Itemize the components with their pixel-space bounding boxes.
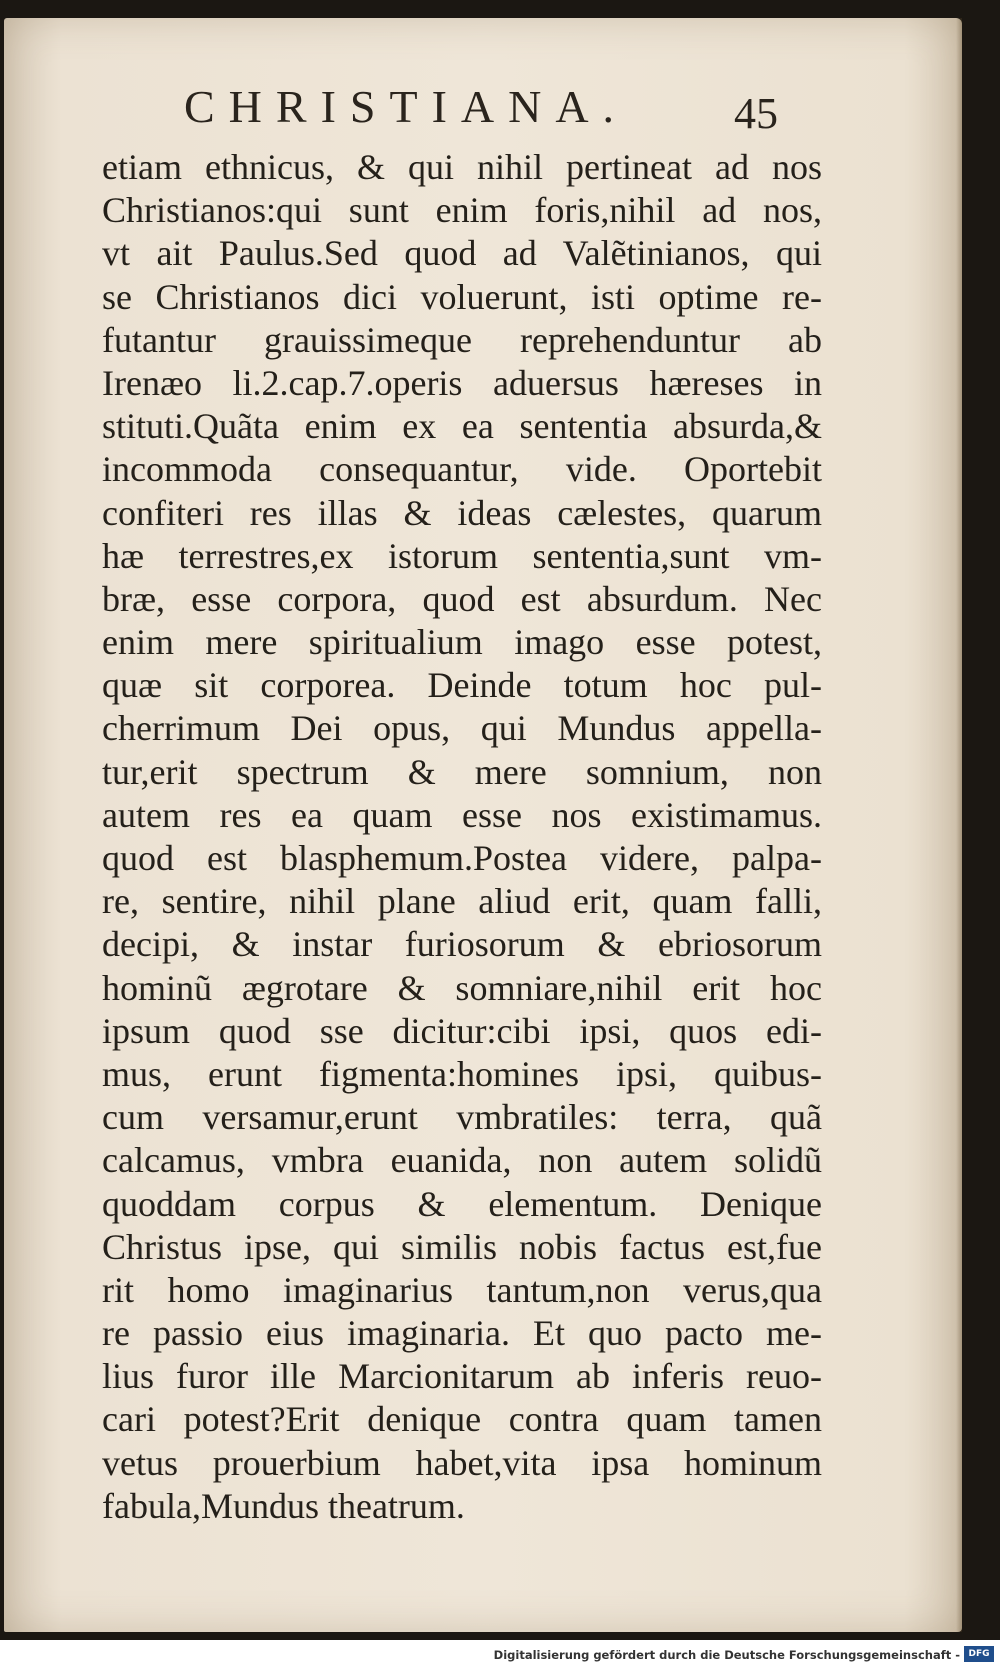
footer-strip [0, 1640, 1000, 1671]
text-line: cherrimum Dei opus, qui Mundus appella- [102, 708, 822, 749]
text-line: hæ terrestres,ex istorum sententia,sunt vm- [102, 535, 822, 576]
page-number: 45 [734, 89, 778, 138]
text-line: quod est blasphemum.Postea videre, palpa- [102, 838, 822, 878]
text-line: confiteri res illas & ideas cælestes, quarum [102, 492, 822, 533]
text-line: hominũ ægrotare & somniare,nihil erit hoc [102, 967, 822, 1008]
text-line: incommoda consequantur, vide. Oportebit [102, 449, 822, 490]
text-line: vt ait Paulus.Sed quod ad Valẽtinianos, qui [102, 233, 822, 274]
body-text [102, 146, 822, 1528]
text-line: re passio eius imaginaria. Et quo pacto me- [102, 1313, 822, 1354]
text-line: mus, erunt figmenta:homines ipsi, quibus- [102, 1053, 822, 1094]
text-line: calcamus, vmbra euanida, non autem solidũ [102, 1140, 822, 1181]
text-line: stituti.Quãta enim ex ea sententia absurda,& [102, 406, 822, 447]
running-head: CHRISTIANA. [184, 81, 629, 132]
text-line: etiam ethnicus, & qui nihil pertineat ad nos [102, 147, 822, 187]
dfg-logo: DFG [964, 1646, 994, 1662]
text-line: cari potest?Erit denique contra quam tamen [102, 1399, 822, 1440]
text-line: fabula,Mundus theatrum. [102, 1485, 465, 1526]
text-line: Irenæo li.2.cap.7.operis aduersus hæreses in [102, 362, 822, 403]
text-line: se Christianos dici voluerunt, isti optime re- [102, 276, 822, 317]
text-line: bræ, esse corpora, quod est absurdum. Nec [102, 578, 822, 619]
text-line: autem res ea quam esse nos existimamus. [102, 794, 822, 835]
text-line: lius furor ille Marcionitarum ab inferis reuo- [102, 1356, 822, 1397]
text-line: vetus prouerbium habet,vita ipsa hominum [102, 1442, 822, 1483]
text-line: Christus ipse, qui similis nobis factus est,fue [102, 1226, 822, 1267]
text-line: cum versamur,erunt vmbratiles: terra, quã [102, 1097, 822, 1138]
text-line: Christianos:qui sunt enim foris,nihil ad nos, [102, 190, 822, 231]
text-line: tur,erit spectrum & mere somnium, non [102, 751, 822, 792]
text-line: futantur grauissimeque reprehenduntur ab [102, 319, 822, 360]
text-line: re, sentire, nihil plane aliud erit, quam falli, [102, 881, 822, 922]
text-line: decipi, & instar furiosorum & ebriosorum [102, 924, 822, 965]
text-line: ipsum quod sse dicitur:cibi ipsi, quos edi- [102, 1010, 822, 1051]
text-line: quæ sit corporea. Deinde totum hoc pul- [102, 665, 822, 706]
text-line: rit homo imaginarius tantum,non verus,qua [102, 1269, 822, 1310]
page-edge-shadow [956, 18, 962, 1632]
text-line: quoddam corpus & elementum. Denique [102, 1183, 822, 1224]
book-page [4, 18, 962, 1632]
dfg-credit-text: Digitalisierung gefördert durch die Deutsche Forschungsgemeinschaft - [493, 1648, 960, 1662]
text-line: enim mere spiritualium imago esse potest, [102, 622, 822, 663]
